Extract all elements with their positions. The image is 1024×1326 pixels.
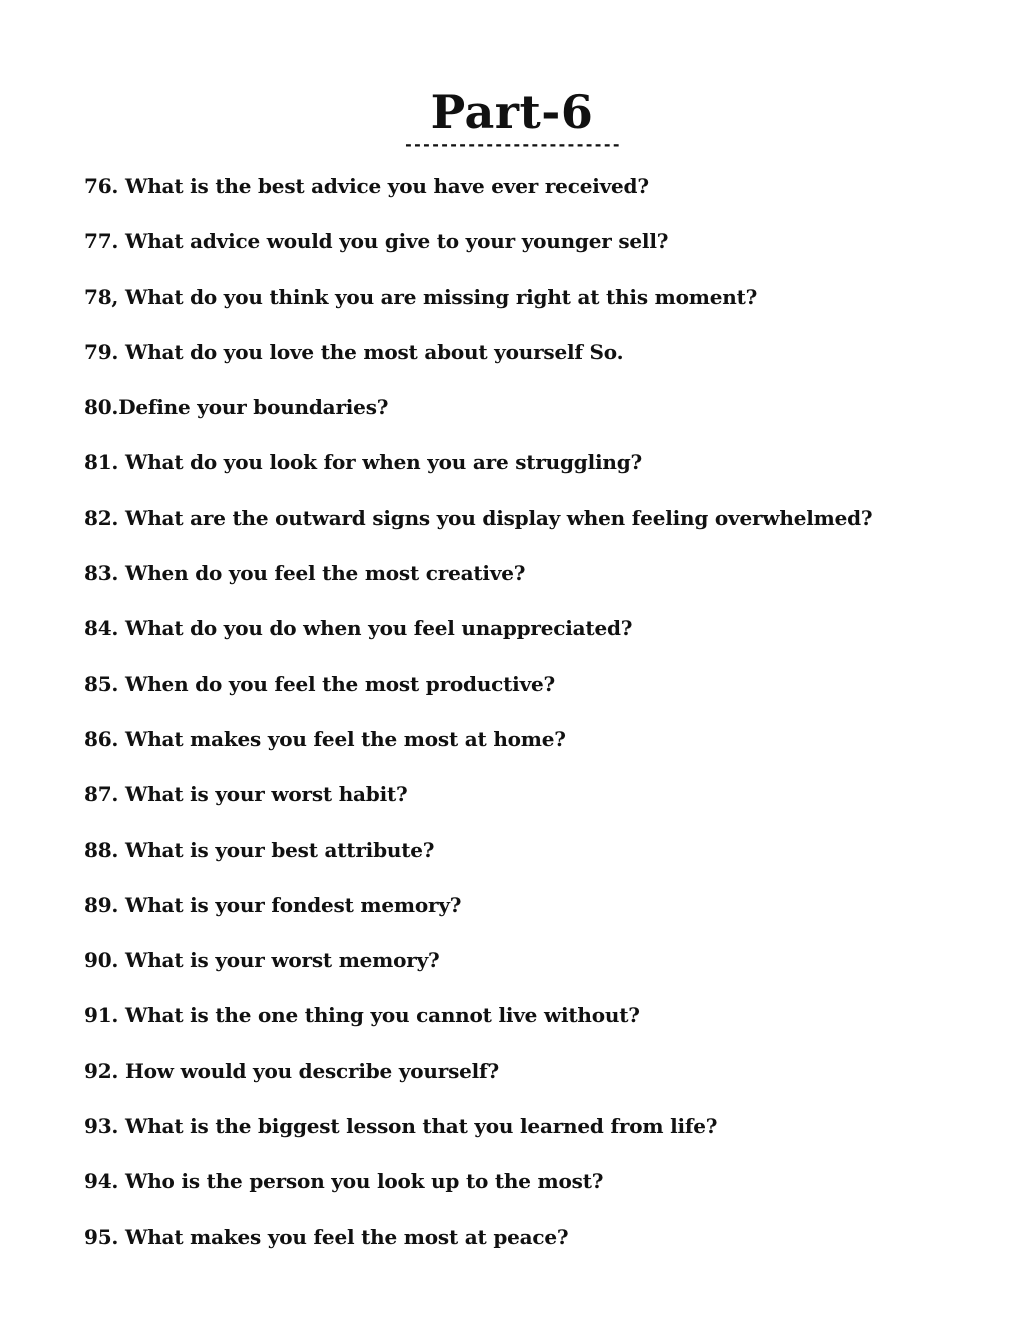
title-divider: ------------------------ (403, 135, 621, 154)
question-item: 88. What is your best attribute? (84, 837, 435, 862)
question-item: 91. What is the one thing you cannot live without? (84, 1003, 640, 1028)
question-item: 85. When do you feel the most productive? (84, 671, 556, 696)
question-item: 84. What do you do when you feel unappreciated? (84, 616, 633, 641)
question-item: 90. What is your worst memory? (84, 948, 440, 973)
question-item: 86. What makes you feel the most at home? (84, 726, 566, 751)
question-item: 87. What is your worst habit? (84, 782, 408, 807)
question-item: 80.Define your boundaries? (84, 395, 389, 420)
question-item: 95. What makes you feel the most at peace? (84, 1224, 569, 1249)
question-item: 77. What advice would you give to your younger sell? (84, 229, 669, 254)
question-item: 82. What are the outward signs you display when feeling overwhelmed? (84, 505, 873, 530)
question-list (84, 170, 872, 1276)
question-item: 93. What is the biggest lesson that you learned from life? (84, 1114, 718, 1139)
question-item: 94. Who is the person you look up to the most? (84, 1169, 604, 1194)
question-item: 89. What is your fondest memory? (84, 892, 462, 917)
question-item: 76. What is the best advice you have ever received? (84, 174, 649, 198)
question-item: 79. What do you love the most about yourself So. (84, 339, 624, 364)
question-item: 83. When do you feel the most creative? (84, 561, 526, 586)
question-item: 78, What do you think you are missing right at this moment? (84, 284, 758, 309)
page-title: Part-6 (430, 85, 594, 139)
question-item: 92. How would you describe yourself? (84, 1058, 499, 1083)
question-item: 81. What do you look for when you are struggling? (84, 450, 643, 475)
